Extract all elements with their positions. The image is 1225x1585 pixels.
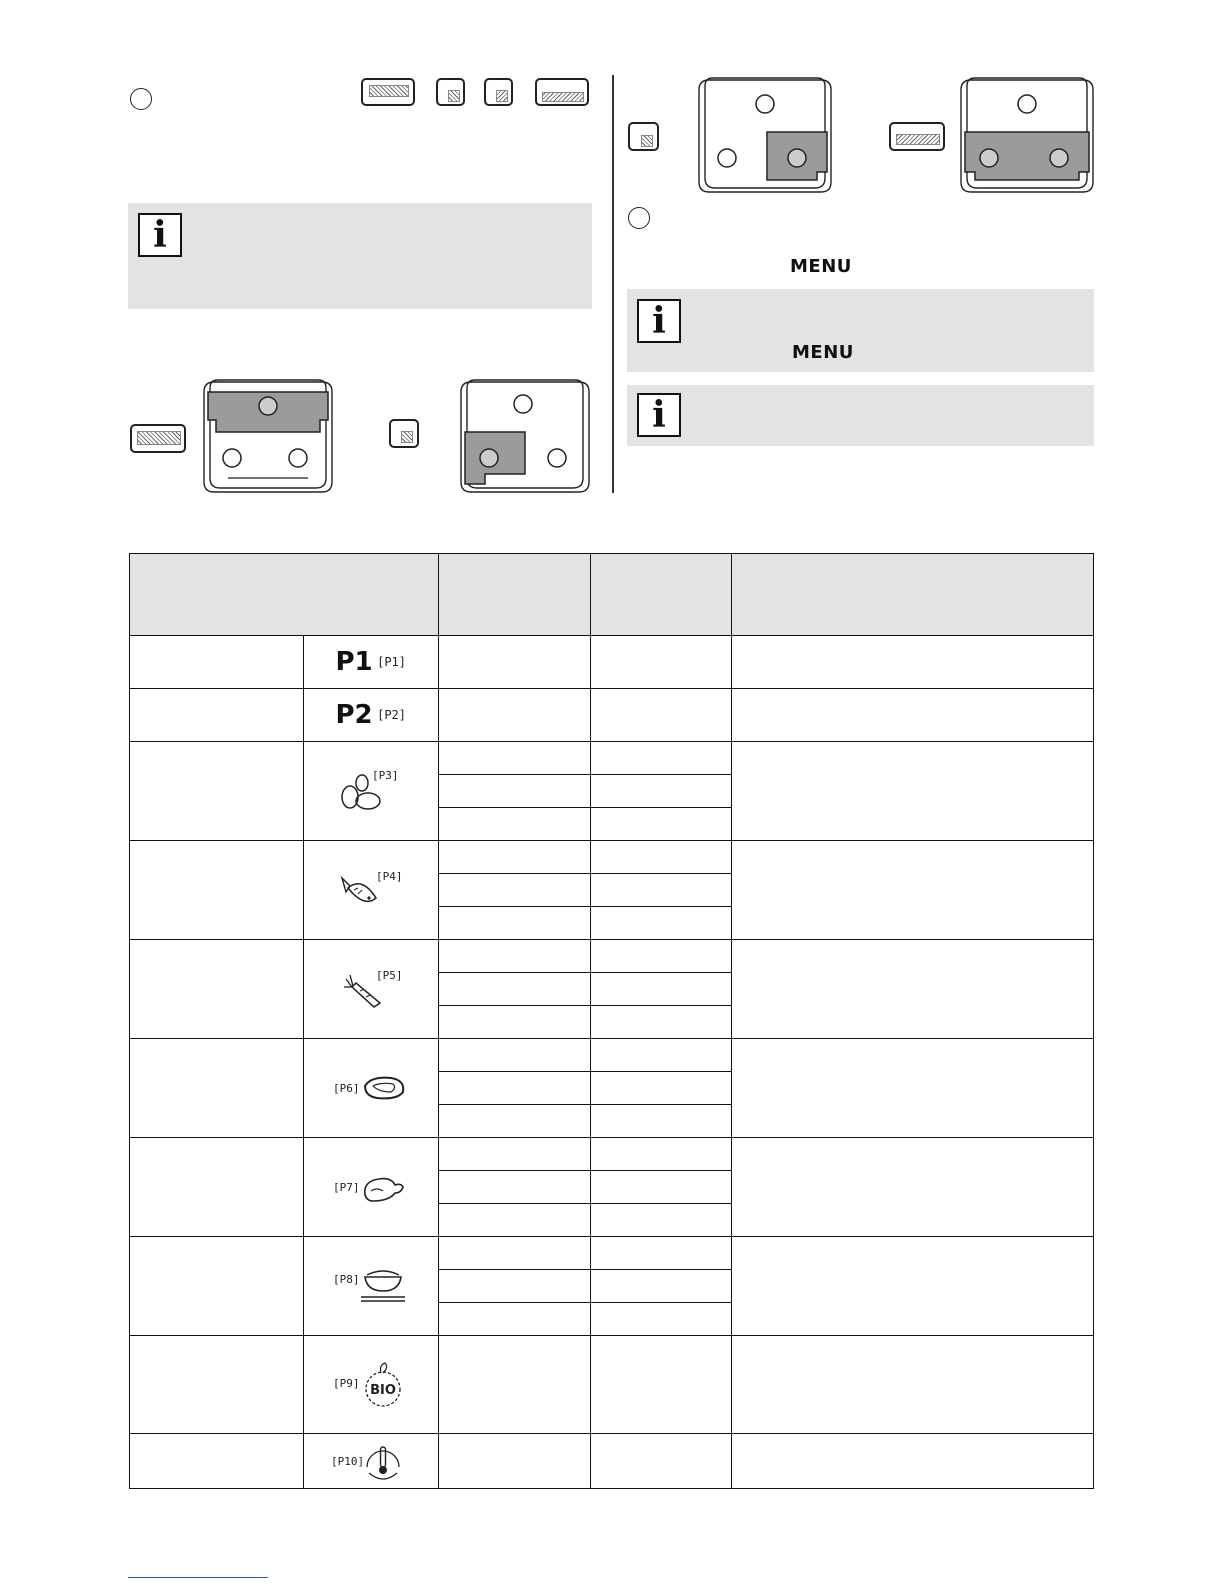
menu-label-in-info: MENU (792, 342, 854, 363)
info-icon: i (637, 299, 681, 343)
meat-icon (331, 1066, 411, 1110)
carrot-icon (336, 967, 406, 1011)
program-code: [P1] (377, 655, 407, 670)
wide-key-hatched[interactable] (361, 78, 415, 106)
program-name-cell (130, 1138, 304, 1237)
p1-text-icon: P1 (335, 647, 373, 677)
info-icon: i (637, 393, 681, 437)
program-icon-cell-p5 (303, 940, 438, 1039)
program-code: [P8] (332, 1273, 360, 1286)
small-key-hatched-2[interactable] (484, 78, 513, 106)
bio-icon (331, 1357, 411, 1413)
program-icon-cell-p10 (303, 1434, 438, 1489)
header-program (130, 554, 439, 636)
fish-icon (336, 868, 406, 912)
header-col-4 (590, 554, 732, 636)
program-icon-cell-p8 (303, 1237, 438, 1336)
program-name-cell (130, 1237, 304, 1336)
program-name-cell (130, 1039, 304, 1138)
program-icon-cell-p3 (303, 742, 438, 841)
program-name-cell (130, 636, 304, 689)
thermometer-icon (331, 1437, 411, 1485)
header-col-5 (732, 554, 1094, 636)
program-code: [P6] (332, 1082, 360, 1095)
info-icon: i (138, 213, 182, 257)
info-box-right-1 (627, 289, 1094, 372)
program-code: [P2] (377, 708, 407, 723)
program-code: [P9] (332, 1376, 360, 1390)
program-icon-cell-p4 (303, 841, 438, 940)
program-icon-cell-p2 (303, 689, 438, 742)
program-code: [P5] (375, 969, 403, 982)
wide-key-hatched-2[interactable] (535, 78, 589, 106)
program-icon-cell-p1 (303, 636, 438, 689)
small-key-hatched-1[interactable] (436, 78, 465, 106)
wide-key-left[interactable] (130, 424, 186, 453)
program-code: [P4] (375, 870, 403, 883)
info-box-right-2 (627, 385, 1094, 446)
steam-tray-diagram-top-shaded (198, 378, 338, 496)
chicken-icon (331, 1165, 411, 1209)
program-table (129, 553, 1094, 1489)
program-code: [P7] (332, 1181, 360, 1194)
bio-text: BIO (369, 1382, 396, 1398)
eggs-icon (336, 769, 406, 813)
menu-label: MENU (790, 256, 852, 277)
program-code: [P3] (371, 769, 399, 782)
header-col-3 (438, 554, 590, 636)
program-icon-cell-p7 (303, 1138, 438, 1237)
step-circle-1 (130, 88, 152, 110)
program-name-cell (130, 1434, 304, 1489)
step-circle-2 (628, 207, 650, 229)
small-key-left[interactable] (389, 419, 419, 448)
program-name-cell (130, 742, 304, 841)
program-name-cell (130, 1336, 304, 1434)
info-box-left (128, 203, 592, 309)
p2-text-icon: P2 (335, 700, 373, 730)
program-name-cell (130, 940, 304, 1039)
wide-key-right[interactable] (889, 122, 945, 151)
program-name-cell (130, 689, 304, 742)
rice-bowl-icon (331, 1261, 411, 1311)
program-name-cell (130, 841, 304, 940)
steam-tray-diagram-bottom-shaded (955, 76, 1100, 196)
program-icon-cell-p9 (303, 1336, 438, 1434)
column-divider (612, 75, 614, 493)
program-code: [P10] (330, 1455, 364, 1468)
steam-tray-diagram-bottom-left-shaded (455, 378, 595, 496)
steam-tray-diagram-bottom-right-shaded (693, 76, 838, 196)
small-key-right[interactable] (628, 122, 659, 151)
footer-link-underline (128, 1577, 268, 1578)
program-icon-cell-p6 (303, 1039, 438, 1138)
